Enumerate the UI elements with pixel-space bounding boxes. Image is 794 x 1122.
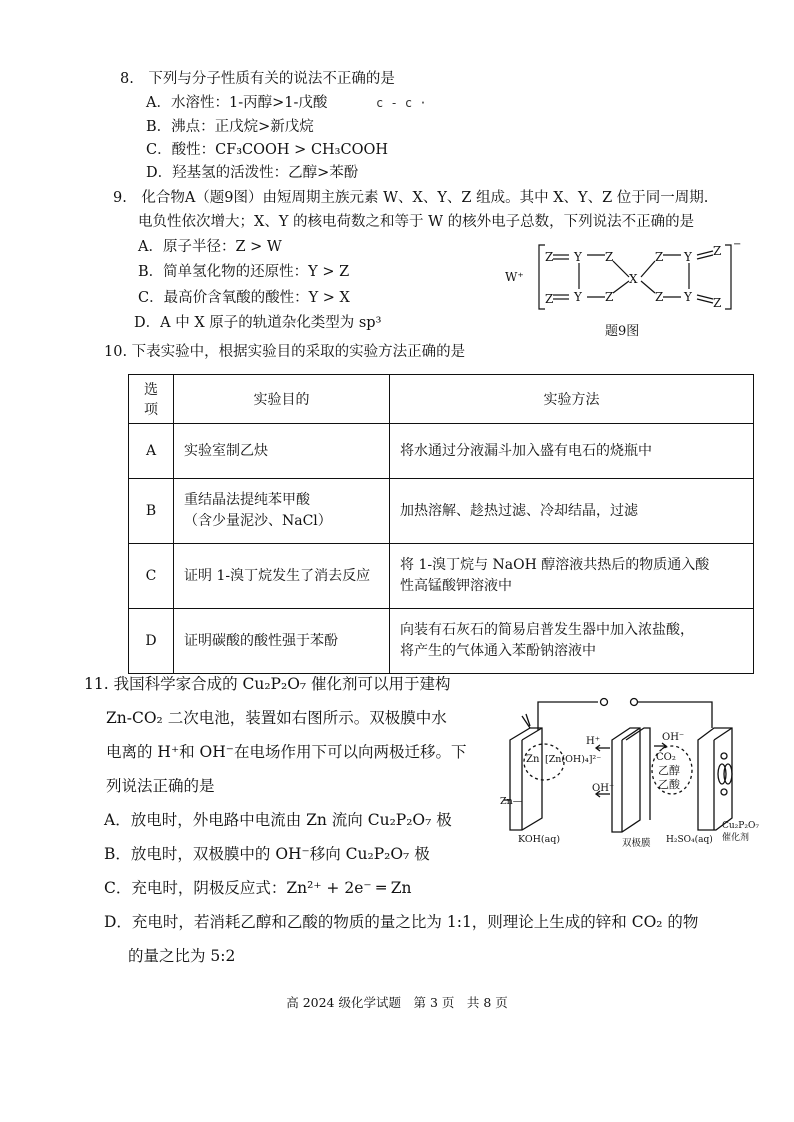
- method-line: 将 1-溴丁烷与 NaOH 醇溶液共热后的物质通入酸: [400, 557, 710, 573]
- row-method: [390, 544, 754, 609]
- q9-fig-cation: W⁺: [505, 270, 524, 284]
- page-footer: 高 2024 级化学试题 第 3 页 共 8 页: [286, 995, 508, 1010]
- q11-battery-figure: [500, 690, 762, 850]
- table-row: [129, 424, 754, 479]
- q8-option-d: D．羟基氢的活泼性：乙醇>苯酚: [146, 165, 359, 181]
- q8-option-b: B．沸点：正戊烷>新戊烷: [146, 119, 314, 135]
- row-purpose: [174, 479, 390, 544]
- header-option: 选项: [129, 375, 174, 424]
- purpose-line: 实验室制乙炔: [184, 442, 268, 459]
- purpose-line: （含少量泥沙、NaCl）: [184, 513, 332, 529]
- header-method: 实验方法: [390, 375, 754, 424]
- q9-option-b: B．简单氢化物的还原性：Y > Z: [138, 264, 350, 280]
- q8-stem: 8. 下列与分子性质有关的说法不正确的是: [120, 71, 395, 87]
- q11-option-b: B．放电时，双极膜中的 OH⁻移向 Cu₂P₂O₇ 极: [104, 845, 430, 863]
- header-purpose: 实验目的: [174, 375, 390, 424]
- q11-stem-line3: 电离的 H⁺和 OH⁻在电场作用下可以向两极迁移。下: [106, 743, 467, 761]
- q8-option-c: C．酸性：CF₃COOH > CH₃COOH: [146, 142, 389, 158]
- q11-fig-h2so4: H₂SO₄(aq): [666, 835, 713, 845]
- q10-stem: 10. 下表实验中，根据实验目的采取的实验方法正确的是: [104, 344, 466, 360]
- q9-fig-y2: Y: [574, 290, 582, 304]
- row-method: [390, 479, 754, 544]
- q11-fig-oh-mid: OH⁻: [592, 783, 615, 794]
- row-purpose: [174, 609, 390, 674]
- q8-option-a: A．水溶性：1-丙醇>1-戊酸: [146, 95, 328, 111]
- q9-option-a: A．原子半径：Z > W: [138, 239, 282, 255]
- q9-fig-z4: Z: [605, 290, 614, 304]
- q11-option-d-line2: 的量之比为 5:2: [128, 947, 236, 965]
- method-line: 性高锰酸钾溶液中: [400, 578, 512, 594]
- q8-handwritten-note: c - c ·: [376, 96, 427, 110]
- q11-stem-line1: 11. 我国科学家合成的 Cu₂P₂O₇ 催化剂可以用于建构: [84, 675, 451, 693]
- row-option: A: [129, 424, 174, 479]
- row-method: [390, 424, 754, 479]
- q9-fig-y4: Y: [684, 290, 692, 304]
- q11-fig-acetic: 乙酸: [658, 778, 680, 791]
- row-purpose: [174, 544, 390, 609]
- row-method: [390, 609, 754, 674]
- method-line: 将水通过分液漏斗加入盛有电石的烧瓶中: [400, 442, 652, 459]
- purpose-line: 重结晶法提纯苯甲酸: [184, 492, 310, 508]
- purpose-line: 证明碳酸的酸性强于苯酚: [184, 632, 338, 649]
- q11-fig-co2: CO₂: [656, 752, 676, 763]
- q11-option-a: A．放电时，外电路中电流由 Zn 流向 Cu₂P₂O₇ 极: [104, 811, 452, 829]
- q9-fig-z3: Z: [605, 250, 614, 264]
- q9-fig-charge: −: [733, 239, 742, 250]
- q9-figure-caption: 题9图: [605, 324, 640, 339]
- q9-fig-z7: Z: [713, 244, 722, 258]
- q10-experiment-table: [128, 374, 754, 674]
- method-line: 向装有石灰石的简易启普发生器中加入浓盐酸，: [400, 622, 694, 638]
- q9-fig-x: X: [629, 272, 638, 286]
- q9-option-d: D．A 中 X 原子的轨道杂化类型为 sp³: [134, 315, 382, 331]
- q9-stem-line2: 电负性依次增大；X、Y 的核电荷数之和等于 W 的核外电子总数，下列说法不正确的是: [138, 214, 695, 230]
- q11-fig-koh: KOH(aq): [518, 834, 561, 845]
- q11-fig-catalyst-word: 催化剂: [722, 833, 750, 843]
- q9-structure-figure: [505, 237, 745, 342]
- table-row: [129, 544, 754, 609]
- q11-stem-line4: 列说法正确的是: [106, 777, 215, 795]
- row-purpose: [174, 424, 390, 479]
- table-header-row: [129, 375, 754, 424]
- q11-fig-membrane: 双极膜: [622, 838, 651, 849]
- row-option: C: [129, 544, 174, 609]
- q9-fig-y3: Y: [684, 250, 692, 264]
- table-row: [129, 479, 754, 544]
- q11-option-d-line1: D．充电时，若消耗乙醇和乙酸的物质的量之比为 1:1，则理论上生成的锌和 CO₂ 的物: [104, 913, 699, 931]
- method-line: 加热溶解、趁热过滤、冷却结晶，过滤: [400, 502, 638, 519]
- q11-fig-oh-top: OH⁻: [662, 732, 685, 743]
- row-option: B: [129, 479, 174, 544]
- table-row: [129, 609, 754, 674]
- q11-fig-zincate: [Zn(OH)₄]²⁻: [545, 754, 602, 765]
- q9-fig-z6: Z: [655, 290, 664, 304]
- q9-fig-z8: Z: [713, 296, 722, 310]
- method-line: 将产生的气体通入苯酚钠溶液中: [400, 643, 596, 659]
- q9-fig-z2: Z: [545, 292, 554, 306]
- q9-option-c: C．最高价含氧酸的酸性：Y > X: [138, 290, 350, 306]
- q11-fig-ethanol: 乙醇: [658, 764, 680, 777]
- q11-fig-catalyst-formula: Cu₂P₂O₇: [722, 821, 759, 831]
- q9-fig-y1: Y: [574, 250, 582, 264]
- q11-fig-zn-box: Zn: [526, 754, 540, 765]
- purpose-line: 证明 1-溴丁烷发生了消去反应: [184, 567, 371, 584]
- q9-fig-z1: Z: [545, 250, 554, 264]
- q11-option-c: C．充电时，阴极反应式：Zn²⁺ + 2e⁻ ═ Zn: [104, 879, 412, 897]
- q9-fig-z5: Z: [655, 250, 664, 264]
- q9-stem-line1: 9. 化合物A（题9图）由短周期主族元素 W、X、Y、Z 组成。其中 X、Y、Z 位于同一周期.: [113, 190, 709, 206]
- q11-fig-h-plus: H⁺: [586, 736, 600, 747]
- row-option: D: [129, 609, 174, 674]
- q11-fig-zn-electrode: Zn—: [500, 796, 523, 807]
- q11-stem-line2: Zn-CO₂ 二次电池，装置如右图所示。双极膜中水: [106, 709, 447, 727]
